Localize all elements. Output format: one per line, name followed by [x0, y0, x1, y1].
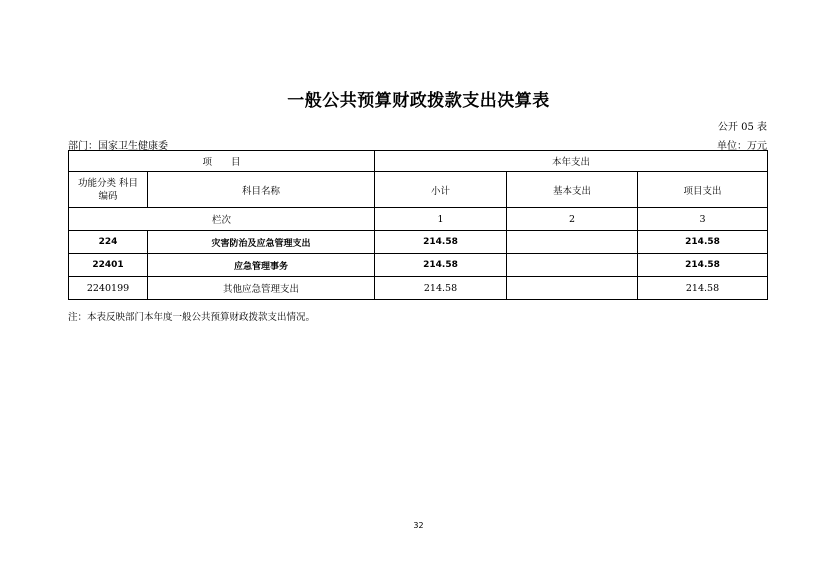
unit-label: 单位：万元 — [717, 141, 767, 152]
column-number-label: 栏次 — [69, 208, 375, 231]
header-item: 项 目 — [69, 151, 375, 172]
header-row-2 — [69, 172, 768, 208]
row-basic — [507, 231, 638, 254]
department-label: 部门：国家卫生健康委 — [68, 141, 168, 152]
form-number: 公开 05 表 — [717, 122, 767, 133]
header-row-1 — [69, 151, 768, 172]
row-subtotal: 214.58 — [375, 277, 507, 300]
table-row — [69, 277, 768, 300]
header-project: 项目支出 — [638, 172, 768, 208]
row-name: 其他应急管理支出 — [148, 277, 375, 300]
column-number-1: 1 — [375, 208, 507, 231]
page-title: 一般公共预算财政拨款支出决算表 — [287, 91, 550, 111]
column-number-row — [69, 208, 768, 231]
table-row — [69, 254, 768, 277]
table-row — [69, 231, 768, 254]
header-current-year: 本年支出 — [375, 151, 768, 172]
row-code: 224 — [69, 231, 148, 254]
table-note: 注：本表反映部门本年度一般公共预算财政拨款支出情况。 — [68, 312, 316, 323]
header-basic: 基本支出 — [507, 172, 638, 208]
row-subtotal: 214.58 — [375, 231, 507, 254]
page-number: 32 — [413, 521, 424, 530]
row-basic — [507, 254, 638, 277]
header-subject-name: 科目名称 — [148, 172, 375, 208]
column-number-2: 2 — [507, 208, 638, 231]
row-project: 214.58 — [638, 231, 768, 254]
column-number-3: 3 — [638, 208, 768, 231]
row-name: 应急管理事务 — [148, 254, 375, 277]
row-basic — [507, 277, 638, 300]
budget-table — [68, 150, 768, 300]
row-project: 214.58 — [638, 277, 768, 300]
header-func-code: 功能分类 科目编码 — [69, 172, 148, 208]
row-code: 22401 — [69, 254, 148, 277]
row-name: 灾害防治及应急管理支出 — [148, 231, 375, 254]
row-subtotal: 214.58 — [375, 254, 507, 277]
row-code: 2240199 — [69, 277, 148, 300]
row-project: 214.58 — [638, 254, 768, 277]
header-subtotal: 小计 — [375, 172, 507, 208]
